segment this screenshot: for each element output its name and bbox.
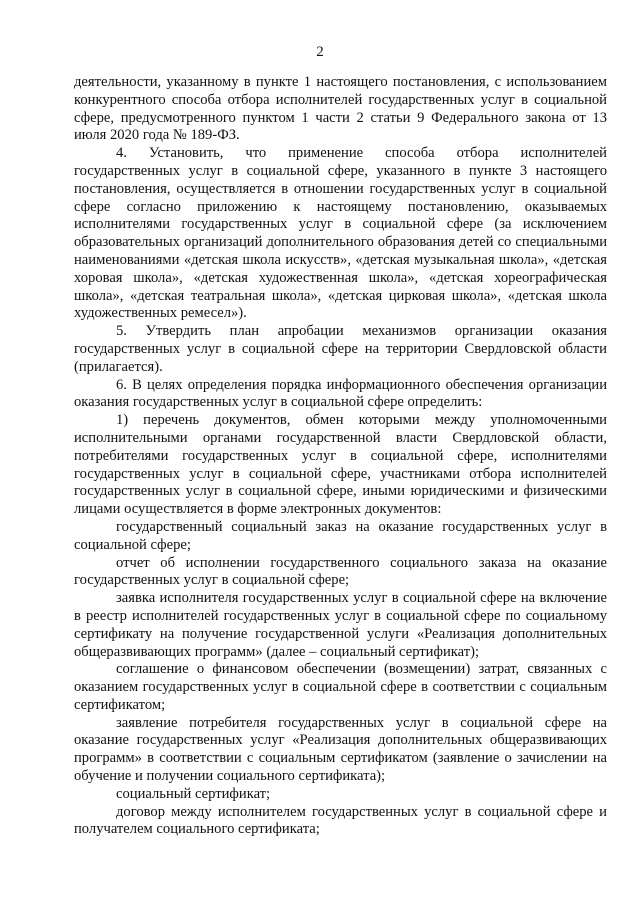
paragraph: 1) перечень документов, обмен которыми между уполномоченными исполнительными органами государственной власти Свердловской области, потребителями государственных услуг в социальной сфере, исполнителями государственных услуг в социальной сфере, участниками отбора исполнителей государственных услуг в социальной сфере, иными юридическими и физическими лицами осуществляется в форме электронных документов: xyxy=(74,412,607,518)
paragraph: социальный сертификат; xyxy=(116,785,271,802)
paragraph: заявка исполнителя государственных услуг в социальной сфере на включение в реестр исполнителей государственных услуг в социальной сфере по социальному сертификату на получение государственной услуги «Реализация дополнительных общеразвивающих программ» (далее – социальный сертификат); xyxy=(74,590,607,660)
paragraph: 6. В целях определения порядка информационного обеспечения организации оказания государственных услуг в социальной сфере определить: xyxy=(74,376,607,411)
paragraph: отчет об исполнении государственного социального заказа на оказание государственных услуг в социальной сфере; xyxy=(74,554,607,589)
paragraph: 4. Установить, что применение способа отбора исполнителей государственных услуг в социальной сфере, указанного в пункте 3 настоящего постановления, осуществляется в отношении государственных услуг в социальной сфере согласно приложению к настоящему постановлению, оказываемых исполнителями государственных услуг в социальной сфере (за исключением образовательных организаций дополнительного образования детей со специальными наименованиями «детская школа искусств», «детская музыкальная школа», «детская хоровая школа», «детская художественная школа», «детская хореографическая школа», «детская театральная школа», «детская цирковая школа», «детская школа художественных ремесел»). xyxy=(74,145,607,322)
page-number: 2 xyxy=(316,44,324,60)
document-body xyxy=(74,74,607,839)
paragraph: заявление потребителя государственных услуг в социальной сфере на оказание государственных услуг «Реализация дополнительных общеразвивающих программ» в соответствии с социальным сертификатом (заявление о зачислении на обучение и получении социального сертификата); xyxy=(74,714,607,785)
paragraph: государственный социальный заказ на оказание государственных услуг в социальной сфере; xyxy=(74,518,607,553)
paragraph: 5. Утвердить план апробации механизмов организации оказания государственных услуг в социальной сфере на территории Свердловской области (прилагается). xyxy=(74,323,607,375)
paragraph: договор между исполнителем государственных услуг в социальной сфере и получателем социального сертификата; xyxy=(74,803,607,838)
paragraph: соглашение о финансовом обеспечении (возмещении) затрат, связанных с оказанием государственных услуг в социальной сфере в соответствии с социальным сертификатом; xyxy=(74,661,607,713)
paragraph: деятельности, указанному в пункте 1 настоящего постановления, с использованием конкурентного способа отбора исполнителей государственных услуг в социальной сфере, предусмотренного пунктом 1 части 2 статьи 9 Федерального закона от 13 июля 2020 года № 189-ФЗ. xyxy=(74,74,607,144)
